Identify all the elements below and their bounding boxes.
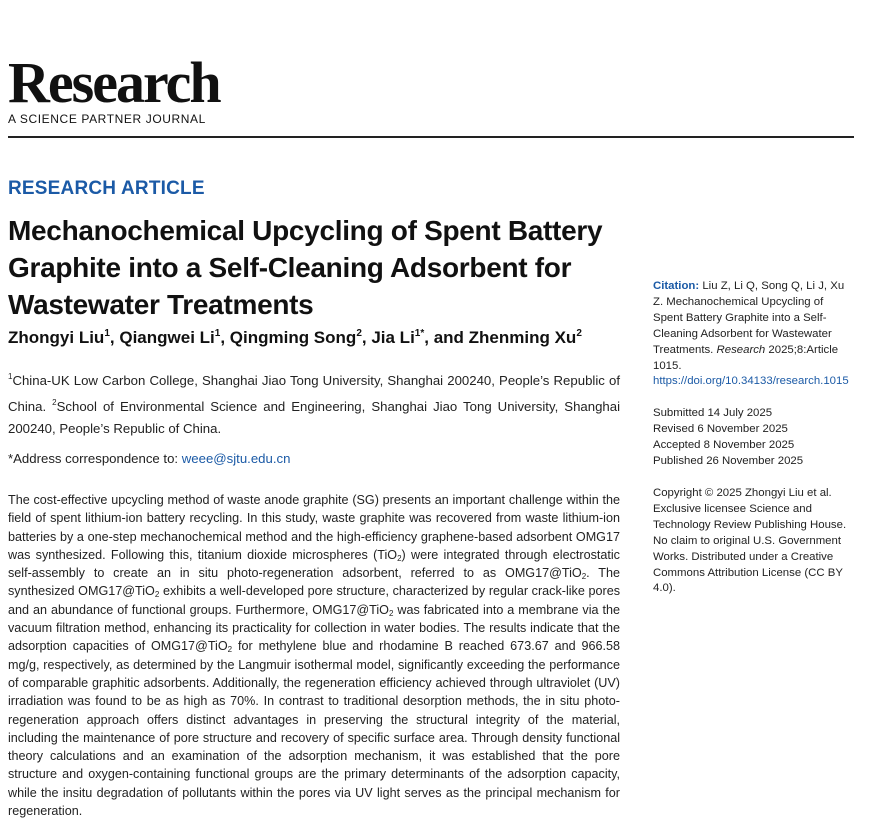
citation-detail: 2025;8:Article 1015. (653, 343, 839, 372)
correspondence-label: *Address correspondence to: (8, 451, 182, 466)
author-name: Jia Li (371, 328, 415, 347)
article-sidebar (653, 279, 853, 613)
subscript: 2 (397, 553, 402, 563)
subscript: 2 (154, 590, 160, 600)
dates-block (653, 406, 853, 470)
abstract-text: was fabricated into a membrane via the vacuum filtration method, enhancing its practicality for collection in water bodies. The results indicate that the adsorption capacities of OMG17@TiO (8, 602, 620, 654)
author-separator: , (109, 328, 120, 347)
affiliation-number: 1 (8, 372, 13, 381)
subscript: 2 (581, 572, 587, 582)
author-affiliation-mark: 2 (356, 328, 362, 339)
abstract-text: ) were integrated through electrostatic self-assembly to create an in situ photo-regeneration adsorbent, referred to as OMG17@TiO (8, 547, 620, 581)
author-separator: , (220, 328, 230, 347)
abstract-text: The cost-effective upcycling method of waste anode graphite (SG) presents an important challenge within the field of spent lithium-ion battery recycling. In this study, waste graphite was recovered from waste lithium-ion batteries by a one-step mechanochemical method and the high-efficiency graphene-based adsorbent OMG17 was synthesized. Following this, titanium dioxide microspheres (TiO (8, 493, 620, 562)
published-date: Published 26 November 2025 (653, 455, 804, 468)
affiliations (8, 366, 620, 440)
abstract-text: exhibits a well-developed pore structure, characterized by regular crack-like pores and an abundance of functional groups. Furthermore, OMG17@TiO (8, 584, 621, 617)
author-affiliation-mark: 2 (576, 328, 582, 339)
subscript: 2 (388, 608, 394, 618)
author-name: Qiangwei Li (119, 328, 215, 347)
affiliation-2: School of Environmental Science and Engineering, Shanghai Jiao Tong University, Shanghai 200240, People’s Republic of China. (8, 399, 620, 436)
author-name: Zhongyi Liu (8, 328, 105, 347)
citation-label: Citation: (653, 280, 700, 292)
correspondence-email-link[interactable]: weee@sjtu.edu.cn (181, 451, 291, 466)
author-list (8, 328, 628, 348)
journal-subtitle: A SCIENCE PARTNER JOURNAL (8, 112, 206, 126)
author-separator: , (361, 328, 372, 347)
abstract-text: . The synthesized OMG17@TiO (8, 566, 620, 599)
journal-logo: Research (8, 50, 220, 115)
author-affiliation-mark: 1 (104, 328, 110, 339)
header-divider (8, 136, 854, 138)
author-name: Qingming Song (229, 328, 357, 347)
correspondence (8, 451, 290, 466)
journal-masthead (8, 52, 220, 126)
citation-journal: Research (716, 343, 766, 356)
affiliation-number: 2 (52, 398, 57, 407)
revised-date: Revised 6 November 2025 (653, 423, 788, 436)
author-name: Zhenming Xu (468, 328, 577, 347)
article-type-label: RESEARCH ARTICLE (8, 178, 205, 199)
abstract-text: for methylene blue and rhodamine B reached 673.67 and 966.58 mg/g, respectively, as determined by the Langmuir isothermal model, significantly exceeding the performance of comparable graphitic adsorbents. Additionally, the regeneration efficiency achieved through ultraviolet (UV) irradiation was found to be as high as 70%. In contrast to traditional desorption methods, the in situ photo-regeneration approach offers distinct advantages in preserving the structural integrity of the material, including the maintenance of pore structure and recovery of specific surface area. Through density functional theory calculations and an examination of the adsorption mechanism, it was established that the pore structure and oxygen-containing functional groups are the primary determinants of the adsorption capacity, while the insitu degradation of pollutants within the pores via UV light serves as the principal mechanism for regeneration. (8, 639, 620, 819)
affiliation-1: China-UK Low Carbon College, Shanghai Jiao Tong University, Shanghai 200240, People’s Republic of China. (8, 373, 620, 414)
citation-block (653, 279, 853, 390)
author-affiliation-mark: 1* (414, 328, 425, 339)
submitted-date: Submitted 14 July 2025 (653, 407, 773, 420)
subscript: 2 (227, 645, 233, 655)
author-separator: , and (424, 328, 469, 347)
article-title: Mechanochemical Upcycling of Spent Battery Graphite into a Self-Cleaning Adsorbent for Wastewater Treatments (8, 215, 603, 320)
accepted-date: Accepted 8 November 2025 (653, 439, 795, 452)
doi-link[interactable]: https://doi.org/10.34133/research.1015 (653, 375, 849, 388)
copyright-block: Copyright © 2025 Zhongyi Liu et al. Exclusive licensee Science and Technology Review Publishing House. No claim to original U.S. Government Works. Distributed under a Creative Commons Attribution License (CC BY 4.0). (653, 486, 847, 595)
author-affiliation-mark: 1 (214, 328, 221, 339)
citation-text: Liu Z, Li Q, Song Q, Li J, Xu Z. Mechanochemical Upcycling of Spent Battery Graphite into a Self-Cleaning Adsorbent for Wastewater Treatments. (653, 280, 845, 356)
abstract (8, 491, 620, 820)
